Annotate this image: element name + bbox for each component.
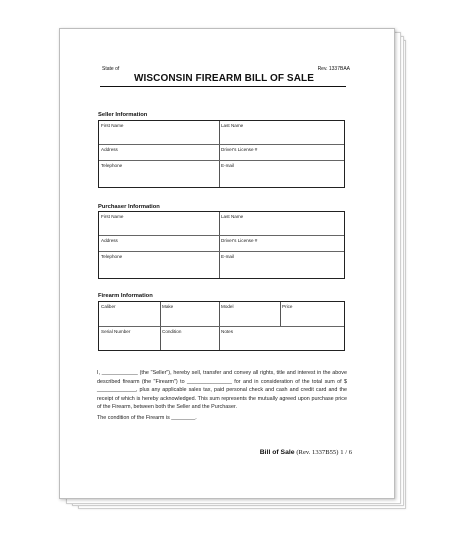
firearm-condition-field[interactable]: Condition — [162, 329, 182, 334]
purchaser-license-field[interactable]: Driver's License # — [221, 238, 258, 243]
firearm-notes-field[interactable]: Notes — [221, 329, 234, 334]
firearm-form — [98, 301, 345, 351]
firearm-serial-field[interactable]: Serial Number — [101, 329, 131, 334]
purchaser-telephone-field[interactable]: Telephone — [101, 254, 123, 259]
purchaser-heading: Purchaser Information — [98, 204, 160, 210]
purchaser-form — [98, 211, 345, 279]
seller-heading: Seller Information — [98, 112, 148, 118]
firearm-price-field[interactable]: Price — [282, 304, 293, 309]
footer-revision: (Rev. 1337B55) — [296, 449, 339, 456]
seller-address-field[interactable]: Address — [101, 147, 118, 152]
title-underline — [100, 86, 346, 87]
page-footer — [260, 449, 352, 456]
seller-license-field[interactable]: Driver's License # — [221, 147, 258, 152]
firearm-caliber-field[interactable]: Caliber — [101, 304, 116, 309]
document-page — [59, 28, 395, 499]
seller-first-name-field[interactable]: First Name — [101, 123, 124, 128]
purchaser-first-name-field[interactable]: First Name — [101, 214, 124, 219]
seller-divider — [219, 121, 220, 187]
purchaser-divider — [219, 212, 220, 278]
state-of-label: State of — [102, 66, 120, 72]
firearm-make-field[interactable]: Make — [162, 304, 174, 309]
firearm-model-field[interactable]: Model — [221, 304, 234, 309]
purchaser-last-name-field[interactable]: Last Name — [221, 214, 244, 219]
footer-label: Bill of Sale — [259, 449, 295, 456]
purchaser-email-field[interactable]: E-mail — [221, 254, 235, 259]
document-title: WISCONSIN FIREARM BILL OF SALE — [133, 73, 315, 84]
sale-terms-paragraph: I, ____________ (the "Seller"), hereby sell, transfer and convey all rights, title and interest in the above described firearm (the "Firearm") to _______________ for and in consideration of the total sum of $ _____________, plus any applicable sales tax, paid personal check and cash and credit card and the receipt of which is hereby acknowledged. This sum represents the mutually agreed upon purchase price of the Firearm, between both the Seller and the Purchaser. — [97, 370, 347, 411]
seller-last-name-field[interactable]: Last Name — [221, 123, 244, 128]
footer-page-number: 1 / 6 — [340, 449, 352, 456]
firearm-heading: Firearm Information — [98, 293, 153, 299]
condition-line: The condition of the Firearm is ________. — [97, 415, 197, 421]
purchaser-address-field[interactable]: Address — [101, 238, 118, 243]
revision-label: Rev. 1337BAA — [317, 66, 350, 72]
seller-email-field[interactable]: E-mail — [221, 163, 235, 168]
seller-form — [98, 120, 345, 188]
seller-telephone-field[interactable]: Telephone — [101, 163, 123, 168]
